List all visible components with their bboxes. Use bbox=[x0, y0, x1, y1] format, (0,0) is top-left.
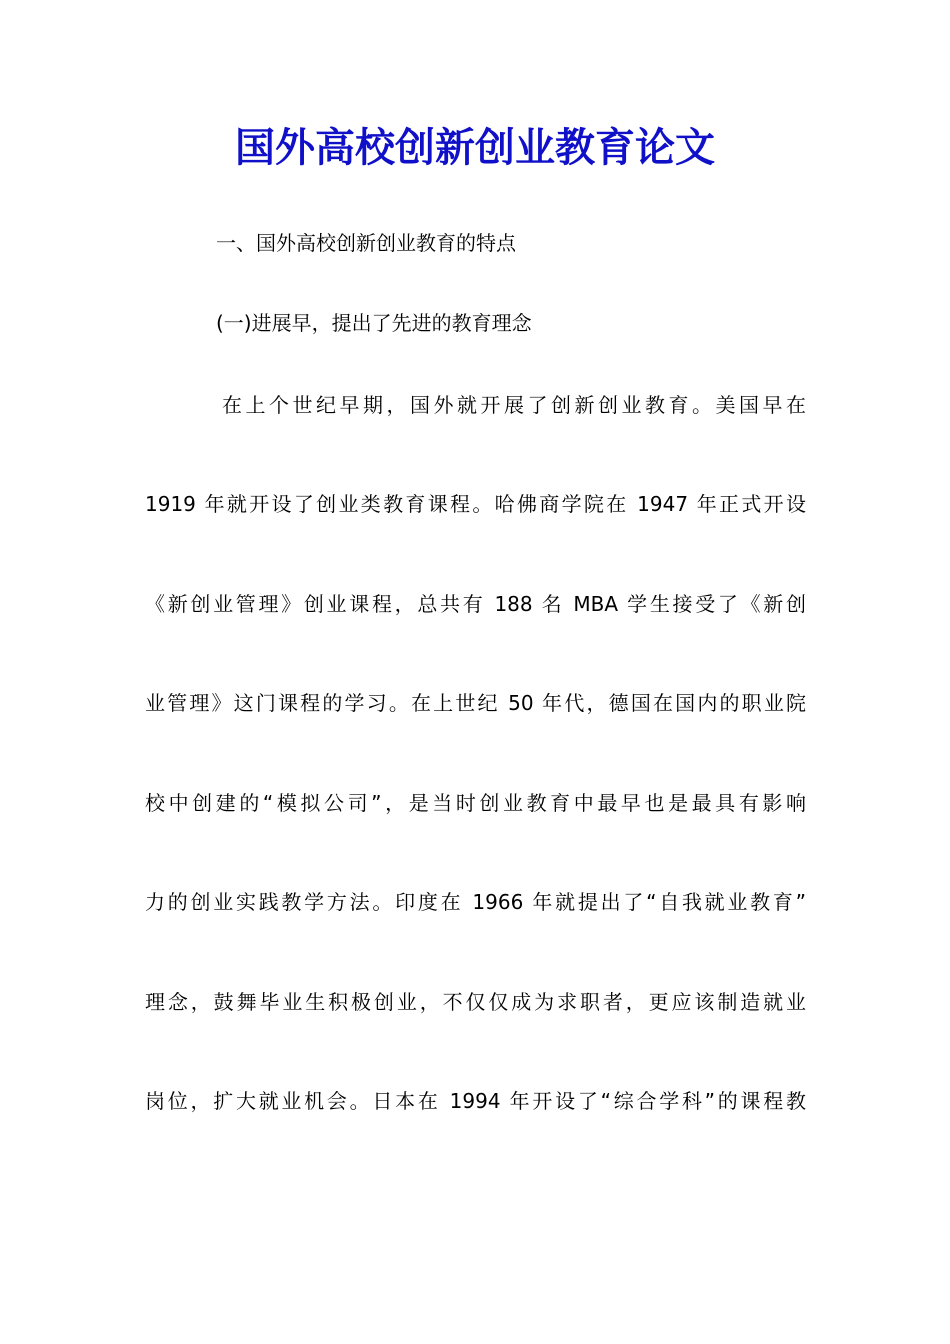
subsection-heading: (一)进展早，提出了先进的教育理念 bbox=[216, 311, 532, 335]
document-title: 国外高校创新创业教育论文 bbox=[235, 124, 715, 171]
paragraph-line: 在上个世纪早期，国外就开展了创新创业教育。美国早在 bbox=[222, 393, 806, 417]
paragraph-line: 《新创业管理》创业课程，总共有 188 名 MBA 学生接受了《新创 bbox=[145, 592, 806, 616]
paragraph-line: 1919 年就开设了创业类教育课程。哈佛商学院在 1947 年正式开设 bbox=[145, 492, 806, 516]
paragraph-line: 力的创业实践教学方法。印度在 1966 年就提出了“自我就业教育” bbox=[145, 890, 806, 914]
section-heading: 一、国外高校创新创业教育的特点 bbox=[216, 231, 516, 255]
paragraph-line: 校中创建的“模拟公司”，是当时创业教育中最早也是最具有影响 bbox=[145, 791, 806, 815]
paragraph-line: 业管理》这门课程的学习。在上世纪 50 年代，德国在国内的职业院 bbox=[145, 691, 806, 715]
paragraph-line: 理念，鼓舞毕业生积极创业，不仅仅成为求职者，更应该制造就业 bbox=[145, 990, 806, 1014]
paragraph-line: 岗位，扩大就业机会。日本在 1994 年开设了“综合学科”的课程教 bbox=[145, 1089, 806, 1113]
